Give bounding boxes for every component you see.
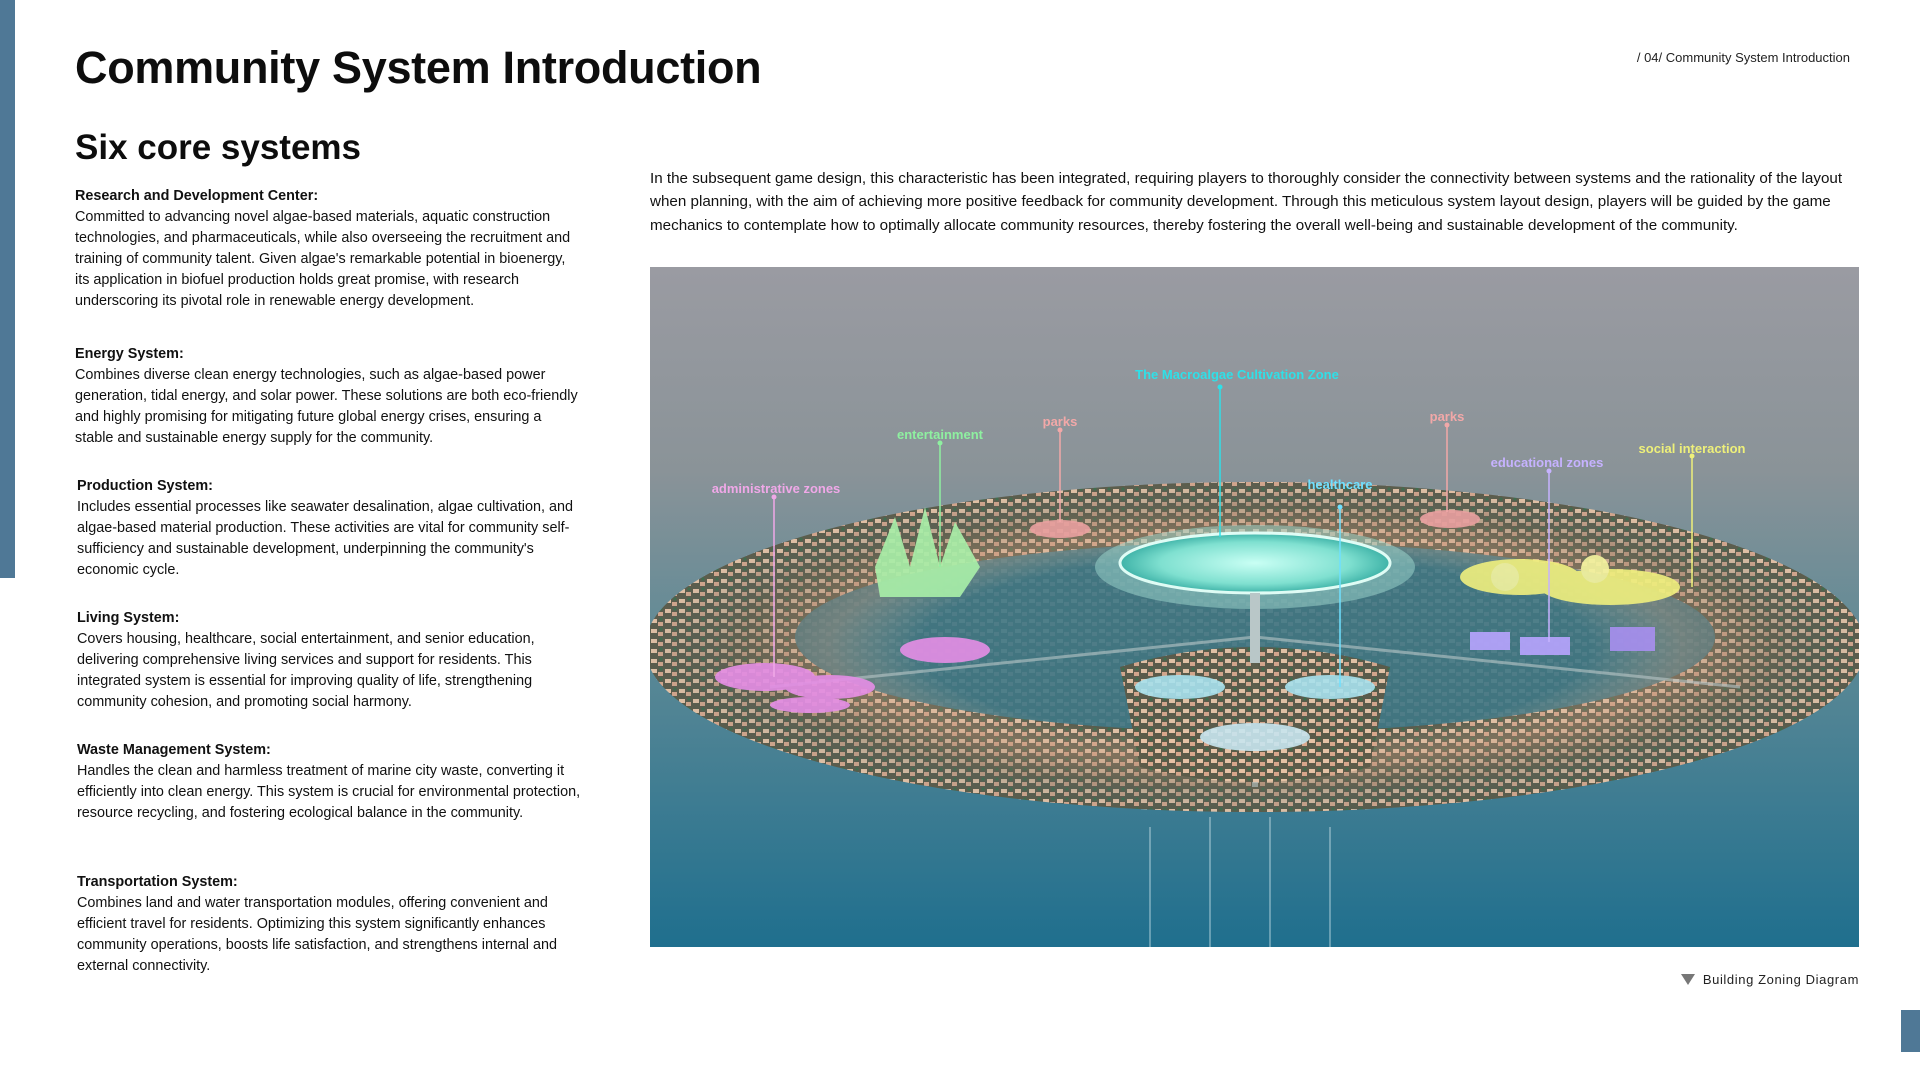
zone-label-macroalgae: The Macroalgae Cultivation Zone — [1135, 367, 1339, 382]
system-description: Handles the clean and harmless treatment of marine city waste, converting it efficiently into clean energy. This system is crucial for environmental protection, resource recycling, and fostering ecological balance in the community. — [77, 763, 581, 821]
system-title: Living System: — [77, 610, 180, 626]
zone-label-educational: educational zones — [1490, 455, 1604, 470]
central-island — [1120, 647, 1390, 782]
section-title: Six core systems — [75, 128, 362, 167]
zone-label-social-interaction: social interaction — [1638, 441, 1746, 456]
figure-caption — [1681, 972, 1859, 987]
healthcare-block — [1135, 675, 1225, 699]
system-title: Energy System: — [75, 346, 184, 362]
park-right — [1420, 510, 1480, 528]
system-energy — [75, 344, 580, 449]
zone-label-entertainment: entertainment — [897, 427, 983, 442]
system-description: Committed to advancing novel algae-based materials, aquatic construction technologies, and pharmaceuticals, while also overseeing the recruitment and training of community talent. Given algae's remarkable potential in bioenergy, its application in biofuel production holds great promise, with research underscoring its pivotal role in renewable energy development. — [75, 209, 571, 309]
education-block — [1470, 632, 1510, 650]
zoning-diagram-figure — [650, 267, 1859, 947]
park-left — [1030, 520, 1090, 538]
system-description: Covers housing, healthcare, social entertainment, and senior education, delivering comprehensive living services and support for residents. This integrated system is essential for improving quality of life, strengthening community cohesion, and promoting social harmony. — [77, 631, 535, 710]
zone-label-parks-right: parks — [1429, 409, 1465, 424]
system-title: Production System: — [77, 478, 213, 494]
system-research — [75, 186, 580, 312]
breadcrumb: / 04/ Community System Introduction — [1636, 50, 1850, 65]
zoning-diagram-image — [650, 267, 1859, 947]
accent-mark-bottom-right — [1901, 1010, 1920, 1052]
system-living — [77, 608, 582, 713]
accent-bar-left — [0, 0, 15, 578]
system-waste-management — [77, 740, 582, 824]
admin-building — [900, 637, 990, 663]
system-production — [77, 476, 582, 581]
system-transportation — [77, 872, 582, 977]
triangle-down-icon — [1681, 974, 1695, 985]
system-description: Includes essential processes like seawater desalination, algae cultivation, and algae-based material production. These activities are vital for community self-sufficiency and sustainable development, underpinning the community's economic cycle. — [77, 499, 573, 578]
zone-label-parks-left: parks — [1042, 414, 1078, 429]
system-title: Transportation System: — [77, 874, 238, 890]
system-description: Combines diverse clean energy technologies, such as algae-based power generation, tidal energy, and solar power. These solutions are both eco-friendly and highly promising for mitigating future global energy crises, ensuring a stable and sustainable energy supply for the community. — [75, 367, 578, 446]
intro-paragraph: In the subsequent game design, this characteristic has been integrated, requiring players to thoroughly consider the connectivity between systems and the rationality of the layout when planning, with the aim of achieving more positive feedback for community development. Through this meticulous system layout design, players will be guided by the game mechanics to contemplate how to optimally allocate community resources, thereby fostering the overall well-being and sustainable development of the community. — [650, 170, 1843, 234]
zone-label-healthcare: healthcare — [1307, 477, 1373, 492]
figure-caption-text: Building Zoning Diagram — [1702, 972, 1859, 987]
system-description: Combines land and water transportation modules, offering convenient and efficient travel for residents. Optimizing this system significantly enhances community operations, boosts life satisfaction, and strengthens internal and external connectivity. — [77, 895, 557, 974]
system-title: Waste Management System: — [77, 742, 271, 758]
cultivation-pool — [1120, 533, 1390, 593]
system-title: Research and Development Center: — [75, 188, 319, 204]
zone-label-administrative: administrative zones — [711, 481, 841, 496]
page-title: Community System Introduction — [75, 42, 762, 93]
